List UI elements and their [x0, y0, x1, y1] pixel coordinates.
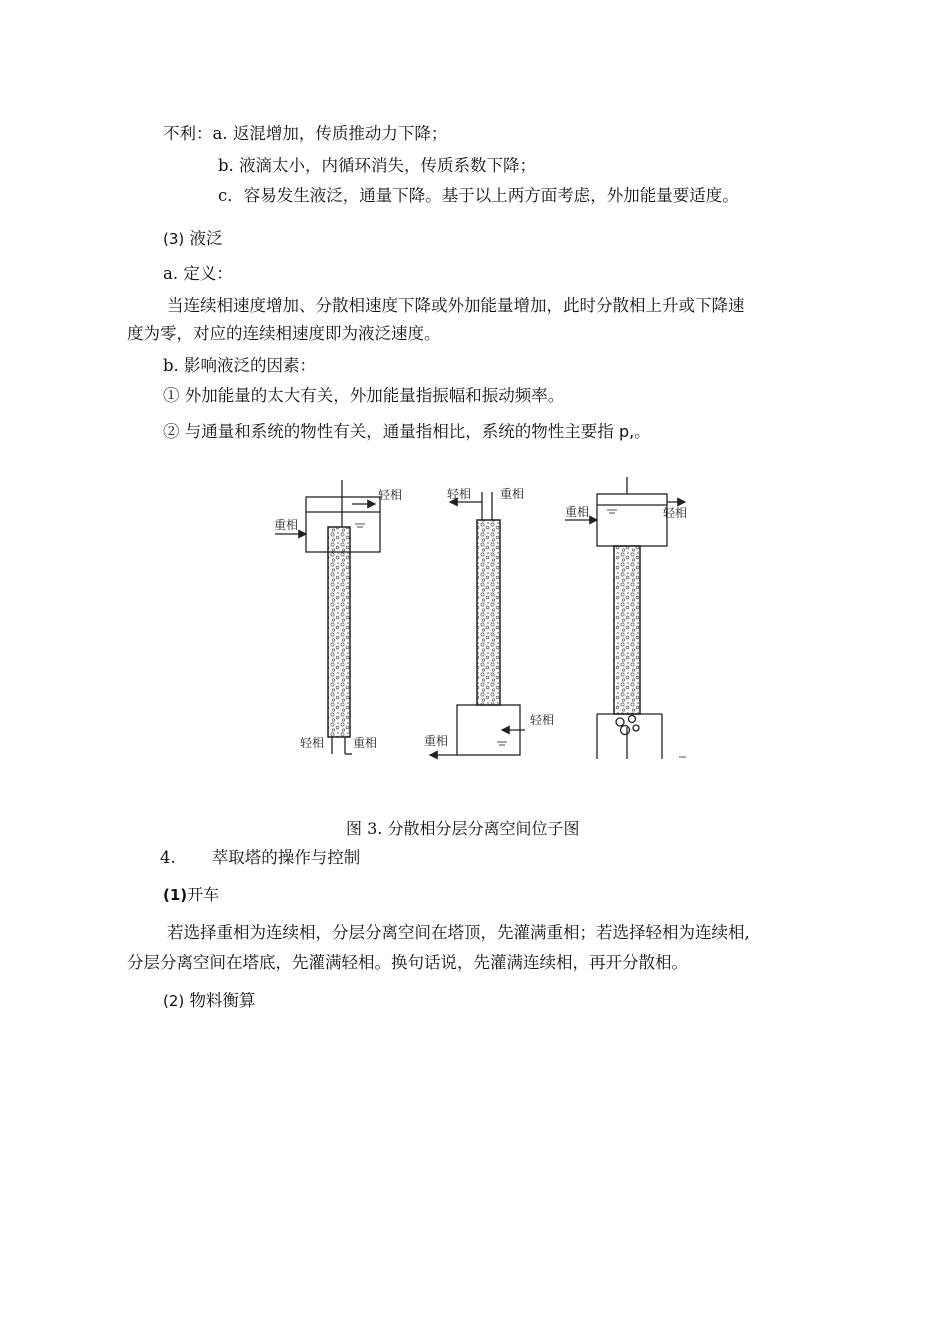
factor-2-text: ② 与通量和系统的物性有关，通量指相比，系统的物性主要指 [163, 422, 619, 441]
column-2-light-label: 轻相 [447, 487, 472, 501]
extraction-column-figure [270, 472, 690, 764]
column-1-light-label: 轻相 [378, 488, 403, 502]
column-3-heavy-label: 重相 [565, 505, 590, 519]
column-3-light-label: 轻相 [663, 506, 688, 520]
column-1-bottom-heavy-label: 重相 [353, 736, 378, 750]
startup-line-1: 若选择重相为连续相，分层分离空间在塔顶，先灌满重相；若选择轻相为连续相, [167, 923, 750, 942]
column-2-side-light-label: 轻相 [530, 713, 555, 727]
column-1-bottom-light-label: 轻相 [300, 736, 325, 750]
disadvantage-c: c．容易发生液泛，通量下降。基于以上两方面考虑，外加能量要适度。 [218, 186, 739, 205]
startup-title: 开车 [187, 885, 220, 904]
column-3-body [614, 546, 640, 714]
section-4-title: 萃取塔的操作与控制 [211, 848, 361, 867]
factor-2-symbol: p,。 [619, 422, 651, 441]
disadvantage-b: b. 液滴太小，内循环消失，传质系数下降； [218, 156, 537, 175]
factor-1: ① 外加能量的太大有关，外加能量指振幅和振动频率。 [163, 386, 565, 405]
section-4-number: 4. [160, 848, 176, 867]
column-2 [430, 492, 525, 755]
section-4-heading [160, 847, 360, 869]
disadvantages-lead [163, 123, 447, 145]
balance-heading [163, 990, 256, 1012]
column-1-heavy-label: 重相 [274, 518, 299, 532]
disadvantage-a: a. 返混增加，传质推动力下降； [212, 124, 448, 143]
disadvantages-lead-label: 不利： [163, 124, 213, 143]
definition-line-2: 度为零，对应的连续相速度即为液泛速度。 [127, 324, 441, 343]
factors-label: b. 影响液泛的因素： [163, 356, 317, 375]
startup-heading [163, 884, 219, 906]
startup-number: (1) [163, 886, 188, 904]
column-2-heavy-label: 重相 [500, 487, 525, 501]
balance-number: (2) [163, 992, 185, 1010]
flooding-title: 液泛 [189, 229, 223, 248]
definition-label: a. 定义： [163, 264, 233, 283]
flooding-number: (3) [163, 230, 185, 248]
column-1-body [328, 527, 350, 737]
definition-line-1: 当连续相速度增加、分散相速度下降或外加能量增加，此时分散相上升或下降速 [167, 296, 745, 315]
column-2-bottom-heavy-label: 重相 [424, 734, 449, 748]
column-2-body [477, 520, 500, 705]
balance-title: 物料衡算 [189, 991, 256, 1010]
figure-caption: 图 3. 分散相分层分离空间位子图 [346, 819, 580, 838]
startup-line-2: 分层分离空间在塔底，先灌满轻相。换句话说，先灌满连续相，再开分散相。 [127, 953, 688, 972]
factor-2 [163, 421, 650, 443]
column-3-top-tank [597, 494, 667, 546]
flooding-heading [163, 228, 223, 250]
